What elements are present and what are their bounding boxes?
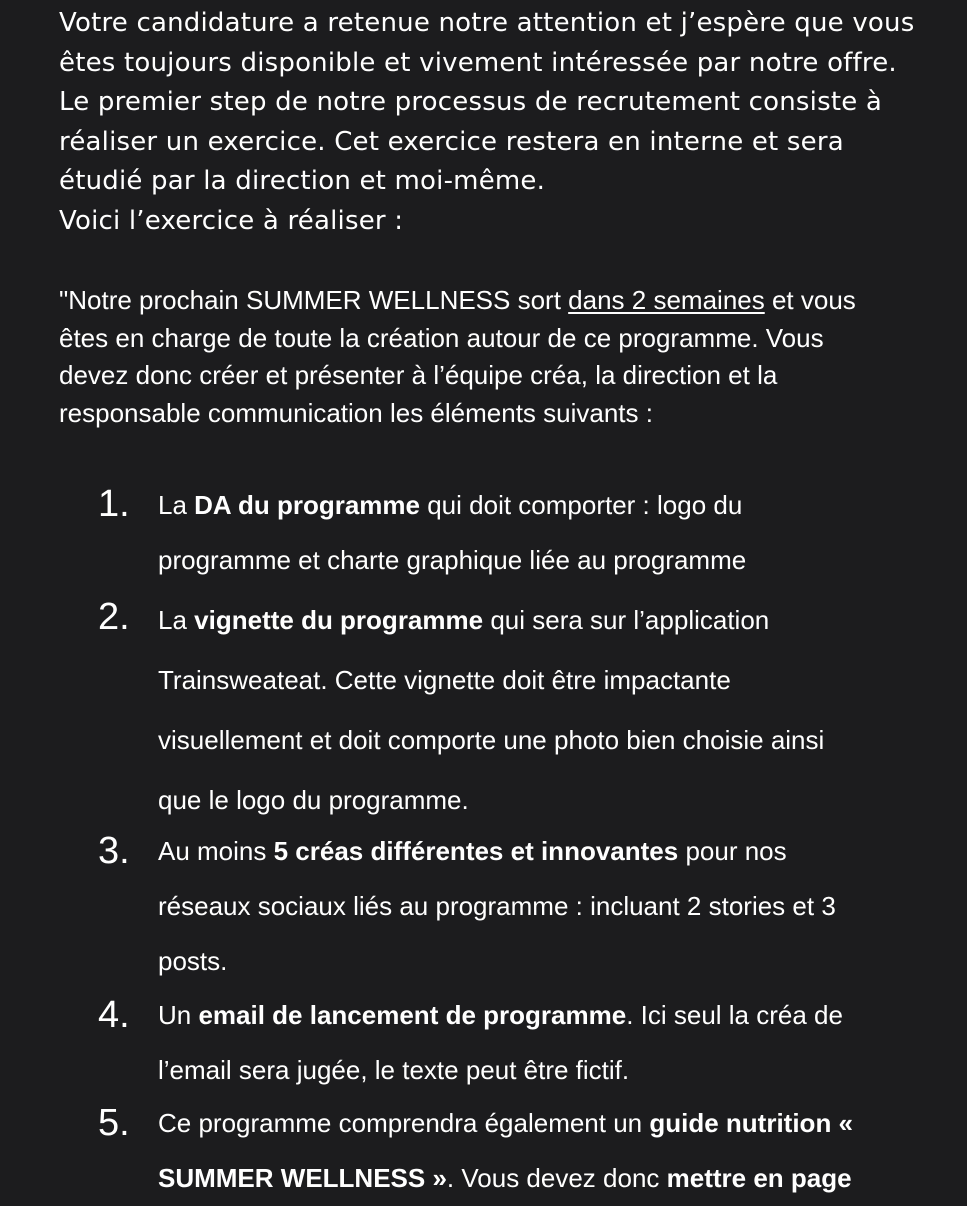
- deadline-link[interactable]: dans 2 semaines: [568, 285, 765, 315]
- deliverables-list: [0, 478, 967, 1206]
- bold-text: vignette du programme: [194, 605, 484, 635]
- brief-line: [59, 282, 939, 320]
- intro-line: Voici l’exercice à réaliser :: [59, 205, 404, 236]
- text: . Vous devez donc: [446, 1163, 667, 1193]
- brief-line: êtes en charge de toute la création autour de ce programme. Vous: [59, 322, 824, 353]
- list-line: visuellement et doit comporte une photo bien choisie ainsi: [158, 725, 825, 755]
- list-item-text: [158, 1096, 918, 1206]
- list-line: [158, 988, 918, 1043]
- text: Au moins: [158, 836, 274, 866]
- brief-line: devez donc créer et présenter à l’équipe créa, la direction et la: [59, 360, 778, 390]
- text: Un: [158, 1000, 199, 1030]
- list-line: [158, 824, 918, 879]
- intro-paragraph: [59, 4, 939, 241]
- list-number: 2.: [98, 596, 130, 638]
- list-line: programme et charte graphique liée au programme: [158, 545, 747, 575]
- list-line: [158, 1096, 918, 1151]
- text: La: [158, 605, 195, 635]
- bold-text: 5 créas différentes et innovantes: [273, 836, 679, 866]
- brief-text: et vous: [764, 285, 856, 315]
- list-item: [0, 824, 967, 988]
- intro-line: réaliser un exercice. Cet exercice restera en interne et sera: [59, 126, 844, 157]
- list-line: [158, 1151, 918, 1206]
- list-number: 1.: [98, 483, 130, 525]
- intro-line: étudié par la direction et moi-même.: [59, 166, 546, 196]
- list-item-text: [158, 988, 918, 1098]
- list-item-text: [158, 824, 918, 989]
- bold-text: DA du programme: [194, 490, 420, 520]
- list-line: réseaux sociaux liés au programme : incluant 2 stories et 3: [158, 891, 836, 921]
- brief-text: "Notre prochain SUMMER WELLNESS sort: [59, 285, 569, 315]
- intro-line: Votre candidature a retenue notre attention et j’espère que vous: [59, 8, 915, 38]
- list-number: 3.: [98, 830, 130, 872]
- list-item-text: [158, 588, 918, 830]
- list-line: l’email sera jugée, le texte peut être fictif.: [158, 1055, 630, 1085]
- text: Ce programme comprendra également un: [158, 1108, 650, 1138]
- intro-line: êtes toujours disponible et vivement intéressée par notre offre.: [59, 47, 897, 78]
- list-item: [0, 588, 967, 824]
- list-item: [0, 1096, 967, 1206]
- intro-line: Le premier step de notre processus de recrutement consiste à: [59, 87, 883, 117]
- brief-line: responsable communication les éléments suivants :: [59, 397, 653, 428]
- list-item: [0, 478, 967, 588]
- bold-text: guide nutrition «: [649, 1108, 854, 1138]
- brief-paragraph: [59, 282, 939, 432]
- text: La: [158, 490, 195, 520]
- list-line: que le logo du programme.: [158, 785, 469, 815]
- list-line: [158, 590, 918, 650]
- bold-text: mettre en page: [666, 1163, 852, 1193]
- list-number: 5.: [98, 1102, 130, 1144]
- bold-text: email de lancement de programme: [198, 1000, 627, 1030]
- list-line: Trainsweateat. Cette vignette doit être impactante: [158, 665, 731, 695]
- text: qui doit comporter : logo du: [420, 490, 743, 520]
- list-line: posts.: [158, 946, 228, 976]
- list-number: 4.: [98, 994, 130, 1036]
- list-line: [158, 478, 918, 533]
- text: qui sera sur l’application: [483, 605, 770, 635]
- text: . Ici seul la créa de: [626, 1000, 843, 1030]
- bold-text: SUMMER WELLNESS »: [158, 1163, 447, 1193]
- list-item: [0, 988, 967, 1096]
- text: pour nos: [678, 836, 787, 866]
- list-item-text: [158, 478, 918, 588]
